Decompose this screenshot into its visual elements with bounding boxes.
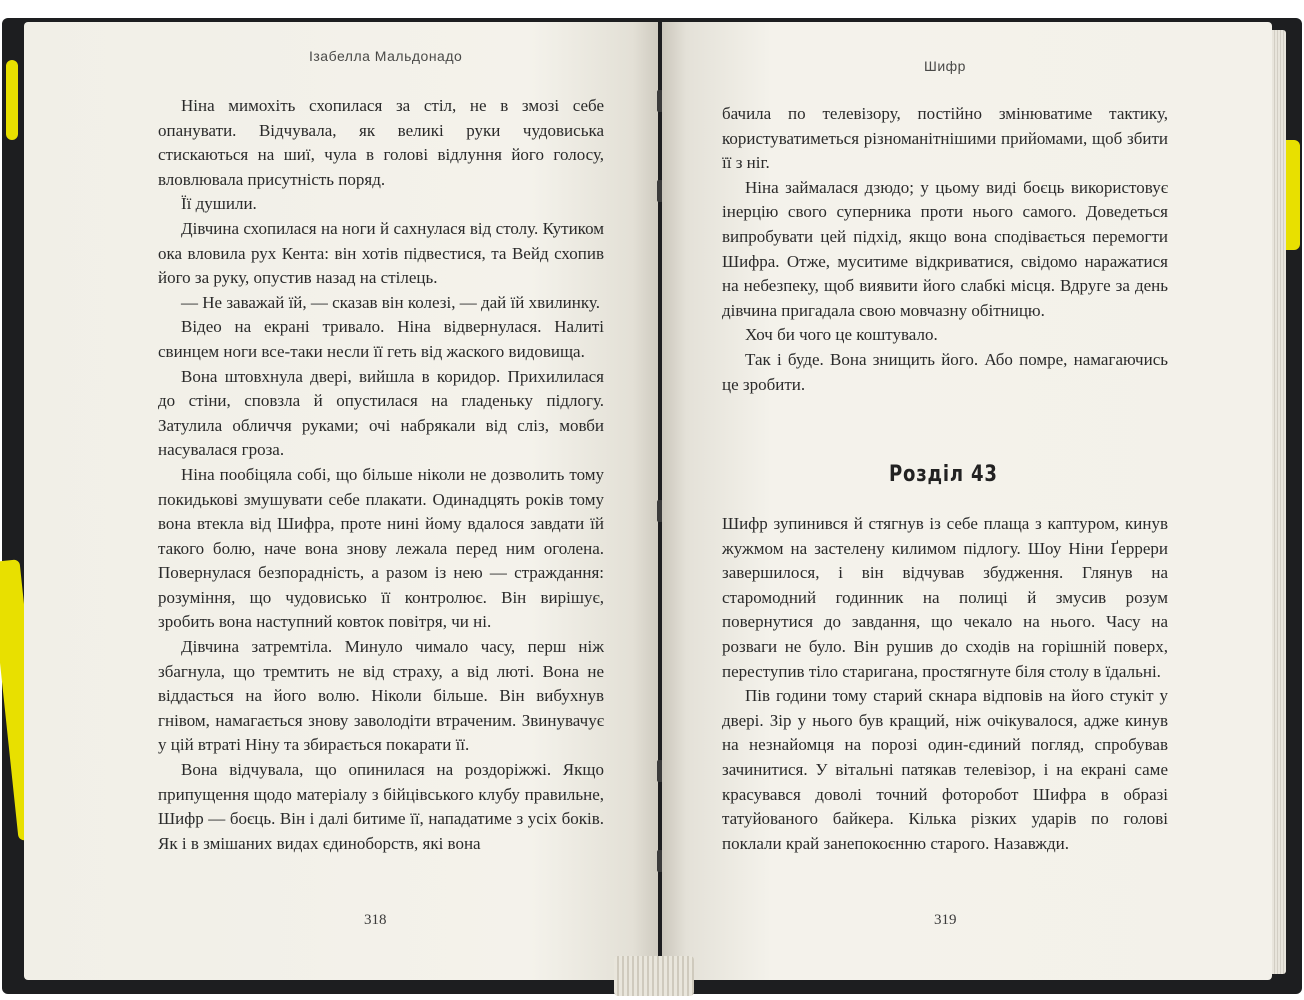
left-running-head: Ізабелла Мальдонадо xyxy=(309,48,463,64)
right-page-text-top xyxy=(722,102,1168,397)
left-page-number: 318 xyxy=(364,912,387,928)
paragraph: Її душили. xyxy=(181,194,257,214)
cover-yellow-accent-left-2 xyxy=(6,60,18,140)
paragraph: Відео на екрані тривало. Ніна відвернулася. Налиті свинцем ноги все-таки несли її геть від жаского видовища. xyxy=(158,317,604,361)
left-page xyxy=(24,22,658,980)
left-page-text xyxy=(158,94,604,856)
paragraph: Ніна пообіцяла собі, що більше ніколи не дозволить тому покидькові змушувати себе плакати. Одинадцять років тому вона втекла від Шифра, проте нині йому вдалося завдати їй такого болю, наче вона знову лежала перед ним оголена. Повернулася безпорадність, а разом із нею — страждання: розуміння, що чудовисько її контролює. Він вирішує, зробить вона наступний ковток повітря, чи ні. xyxy=(158,464,604,632)
paragraph: Вона штовхнула двері, вийшла в коридор. Прихилилася до стіни, сповзла й опустилася на гладеньку підлогу. Затулила обличчя руками; очі набрякали від сліз, мовби насувалася гроза. xyxy=(158,366,604,460)
continued-paragraph: бачила по телевізору, постійно змінюватиме тактику, користуватиметься різноманітнішими прийомами, щоб збити її з ніг. xyxy=(722,104,1168,173)
right-running-head: Шифр xyxy=(924,58,966,74)
right-page xyxy=(662,22,1272,980)
page-edges xyxy=(1272,30,1286,974)
paragraph: Вона відчувала, що опинилася на роздоріжжі. Якщо припущення щодо матеріалу з бійцівського клубу правильне, Шифр — боєць. Він і далі битиме її, нападатиме з усіх боків. Як і в змішаних видах єдиноборств, які вона xyxy=(158,760,604,853)
paragraph: Пів години тому старий скнара відповів на його стукіт у двері. Зір у нього був кращий, ніж очікувалося, адже кинув на незнайомця на порозі один-єдиний погляд, спробував зачинитися. У вітальні патякав телевізор, і на екрані саме красувався доволі точний фоторобот Шифра в образі татуйованого байкера. Кілька різких ударів по голові поклали край занепокоєнню старого. Назавжди. xyxy=(722,686,1168,853)
paragraph: Дівчина схопилася на ноги й сахнулася від столу. Кутиком ока вловила рух Кента: він хотів підвестися, та Вейд схопив його за руку, опустив назад на стілець. xyxy=(158,218,604,288)
right-page-number: 319 xyxy=(934,912,957,928)
paragraph: Дівчина затремтіла. Минуло чимало часу, перш ніж збагнула, що тремтить не від страху, а від люті. Вона не віддасться на його волю. Ніколи більше. Він вибухнув гнівом, намагається знову заволодіти втраченим. Звинувачує у цій втраті Ніну та збирається покарати її. xyxy=(158,637,604,755)
paragraph: Так і буде. Вона знищить його. Або помре, намагаючись це зробити. xyxy=(722,349,1168,394)
paragraph: Ніна займалася дзюдо; у цьому виді боєць використовує інерцію свого суперника проти нього самого. Доведеться випробувати цей підхід, якщо вона сподівається перемогти Шифра. Отже, муситиме відкриватися, свідомо наражатися на небезпеку, щоб виявити його слабкі місця. Вдруге за день дівчина пригадала свою мовчазну обітницю. xyxy=(722,177,1168,320)
paragraph: — Не заважай їй, — сказав він колезі, — дай їй хвилинку. xyxy=(181,292,600,312)
paragraph: Хоч би чого це коштувало. xyxy=(745,325,938,345)
headband xyxy=(614,956,694,996)
chapter-title: Розділ 43 xyxy=(888,462,998,487)
paragraph: Ніна мимохіть схопилася за стіл, не в змозі себе опанувати. Відчувала, як великі руки чудовиська стискаються на шиї, чула в голові відлуння його голосу, вловлювала присутність поряд. xyxy=(158,96,604,189)
right-page-text-chapter xyxy=(722,512,1168,856)
chapter-first-paragraph: Шифр зупинився й стягнув із себе плаща з каптуром, кинув жужмом на застелену килимом підлогу. Шоу Ніни Ґеррери завершилося, і він відчував збудження. Глянув на старомодний годинник на полиці й змусив розум повернутися до завдання, що чекало на нього. Часу на розваги не було. Він рушив до сходів на горішній поверх, переступив тіло старигана, простягнуте біля столу в їдальні. xyxy=(722,514,1168,681)
